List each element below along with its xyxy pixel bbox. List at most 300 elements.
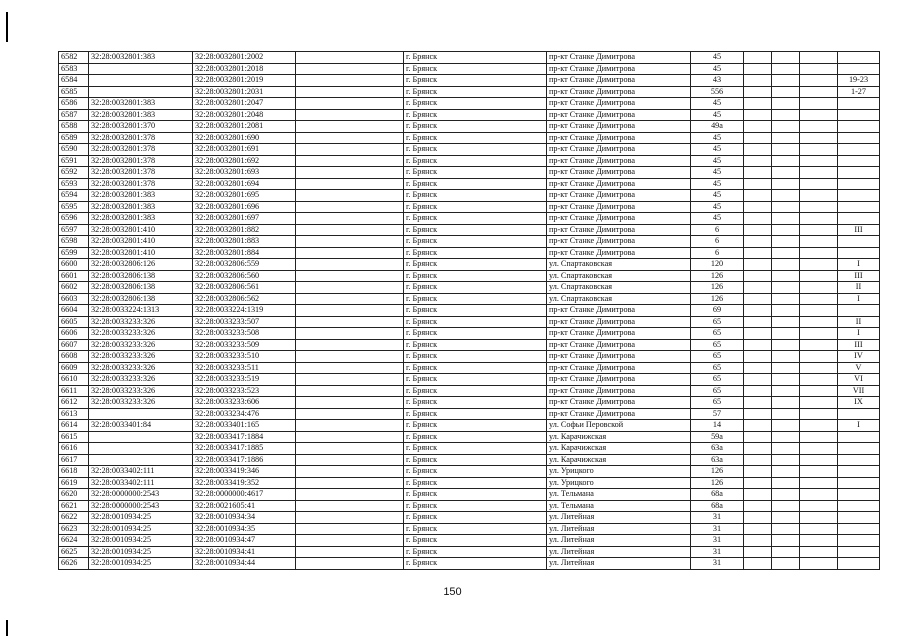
table-cell bbox=[296, 466, 404, 478]
table-cell bbox=[296, 397, 404, 409]
table-row bbox=[59, 167, 880, 179]
table-cell bbox=[838, 236, 880, 248]
table-cell bbox=[744, 535, 772, 547]
table-cell bbox=[800, 63, 838, 75]
table-cell: 6600 bbox=[59, 259, 89, 271]
table-cell: 6594 bbox=[59, 190, 89, 202]
table-cell: г. Брянск bbox=[404, 247, 547, 259]
table-cell: VI bbox=[838, 374, 880, 386]
table-cell bbox=[772, 385, 800, 397]
table-cell bbox=[800, 282, 838, 294]
table-cell: 6625 bbox=[59, 546, 89, 558]
table-cell bbox=[800, 293, 838, 305]
table-cell: 6587 bbox=[59, 109, 89, 121]
table-cell: ул. Софьи Перовской bbox=[547, 420, 691, 432]
table-cell: г. Брянск bbox=[404, 98, 547, 110]
table-cell: 32:28:0033401:165 bbox=[193, 420, 296, 432]
table-cell: пр-кт Станке Димитрова bbox=[547, 109, 691, 121]
table-row bbox=[59, 328, 880, 340]
table-cell: 32:28:0010934:25 bbox=[89, 512, 193, 524]
table-cell: ул. Литейная bbox=[547, 558, 691, 570]
table-cell: 126 bbox=[691, 282, 744, 294]
table-cell: 32:28:0033417:1886 bbox=[193, 454, 296, 466]
table-row bbox=[59, 316, 880, 328]
table-cell: 6620 bbox=[59, 489, 89, 501]
table-row bbox=[59, 512, 880, 524]
table-cell: I bbox=[838, 293, 880, 305]
table-cell bbox=[838, 305, 880, 317]
table-row bbox=[59, 500, 880, 512]
table-cell: 32:28:0010934:25 bbox=[89, 558, 193, 570]
table-cell: 32:28:0032801:378 bbox=[89, 155, 193, 167]
table-cell: 126 bbox=[691, 270, 744, 282]
table-cell bbox=[296, 270, 404, 282]
table-cell: г. Брянск bbox=[404, 454, 547, 466]
table-cell: 32:28:0010934:34 bbox=[193, 512, 296, 524]
table-row bbox=[59, 213, 880, 225]
table-cell: г. Брянск bbox=[404, 144, 547, 156]
table-cell bbox=[772, 351, 800, 363]
table-row bbox=[59, 155, 880, 167]
table-cell: 6595 bbox=[59, 201, 89, 213]
table-cell bbox=[772, 155, 800, 167]
table-cell: 45 bbox=[691, 63, 744, 75]
table-cell: 6584 bbox=[59, 75, 89, 87]
table-cell: 6599 bbox=[59, 247, 89, 259]
table-cell: пр-кт Станке Димитрова bbox=[547, 408, 691, 420]
table-cell: г. Брянск bbox=[404, 339, 547, 351]
table-cell bbox=[838, 247, 880, 259]
table-cell bbox=[744, 132, 772, 144]
table-cell: 32:28:0032801:378 bbox=[89, 167, 193, 179]
table-cell: 65 bbox=[691, 328, 744, 340]
table-cell: 6616 bbox=[59, 443, 89, 455]
table-cell bbox=[800, 213, 838, 225]
table-cell bbox=[296, 523, 404, 535]
table-cell: 45 bbox=[691, 109, 744, 121]
table-cell: 32:28:0032801:2019 bbox=[193, 75, 296, 87]
table-cell bbox=[296, 293, 404, 305]
table-row bbox=[59, 190, 880, 202]
table-row bbox=[59, 109, 880, 121]
table-cell bbox=[89, 86, 193, 98]
table-cell bbox=[838, 167, 880, 179]
table-cell: 6606 bbox=[59, 328, 89, 340]
table-cell bbox=[296, 443, 404, 455]
table-cell: г. Брянск bbox=[404, 351, 547, 363]
table-cell bbox=[838, 190, 880, 202]
table-cell bbox=[800, 98, 838, 110]
table-row bbox=[59, 558, 880, 570]
table-cell: г. Брянск bbox=[404, 132, 547, 144]
table-cell: 32:28:0033233:523 bbox=[193, 385, 296, 397]
table-cell: 32:28:0033401:84 bbox=[89, 420, 193, 432]
table-cell: ул. Литейная bbox=[547, 546, 691, 558]
table-cell: 32:28:0033233:326 bbox=[89, 362, 193, 374]
table-cell: г. Брянск bbox=[404, 408, 547, 420]
table-cell: 31 bbox=[691, 546, 744, 558]
table-cell bbox=[772, 408, 800, 420]
table-cell bbox=[744, 52, 772, 64]
table-cell: 63а bbox=[691, 454, 744, 466]
table-cell bbox=[296, 224, 404, 236]
table-cell: пр-кт Станке Димитрова bbox=[547, 385, 691, 397]
table-cell: 32:28:0010934:25 bbox=[89, 546, 193, 558]
table-cell: 32:28:0033233:326 bbox=[89, 339, 193, 351]
table-cell: пр-кт Станке Димитрова bbox=[547, 236, 691, 248]
table-cell: ул. Литейная bbox=[547, 535, 691, 547]
table-cell bbox=[296, 213, 404, 225]
table-cell: г. Брянск bbox=[404, 75, 547, 87]
table-cell: 6598 bbox=[59, 236, 89, 248]
table-row bbox=[59, 52, 880, 64]
table-cell: 32:28:0032801:383 bbox=[89, 109, 193, 121]
table-row bbox=[59, 408, 880, 420]
table-cell: 65 bbox=[691, 385, 744, 397]
table-cell bbox=[838, 109, 880, 121]
table-cell: 45 bbox=[691, 98, 744, 110]
table-cell: г. Брянск bbox=[404, 63, 547, 75]
table-cell: г. Брянск bbox=[404, 535, 547, 547]
scan-edge-mark-top bbox=[6, 12, 8, 42]
table-cell: 32:28:0033402:111 bbox=[89, 466, 193, 478]
table-cell bbox=[744, 454, 772, 466]
table-cell: 6593 bbox=[59, 178, 89, 190]
table-cell: пр-кт Станке Димитрова bbox=[547, 132, 691, 144]
table-cell: г. Брянск bbox=[404, 374, 547, 386]
table-cell: 6618 bbox=[59, 466, 89, 478]
table-cell bbox=[89, 431, 193, 443]
table-cell bbox=[772, 121, 800, 133]
table-cell: 126 bbox=[691, 293, 744, 305]
table-cell bbox=[772, 144, 800, 156]
table-cell: пр-кт Станке Димитрова bbox=[547, 86, 691, 98]
table-cell: 6621 bbox=[59, 500, 89, 512]
table-cell: 45 bbox=[691, 178, 744, 190]
table-cell: пр-кт Станке Димитрова bbox=[547, 98, 691, 110]
table-cell: г. Брянск bbox=[404, 190, 547, 202]
table-cell bbox=[838, 454, 880, 466]
table-cell bbox=[744, 420, 772, 432]
table-cell: 32:28:0032806:138 bbox=[89, 293, 193, 305]
table-cell: 45 bbox=[691, 213, 744, 225]
table-cell: 32:28:0032801:378 bbox=[89, 132, 193, 144]
table-cell bbox=[800, 109, 838, 121]
table-cell bbox=[89, 408, 193, 420]
table-cell: II bbox=[838, 282, 880, 294]
table-cell bbox=[800, 420, 838, 432]
table-cell: 6588 bbox=[59, 121, 89, 133]
table-cell bbox=[772, 190, 800, 202]
table-cell bbox=[296, 431, 404, 443]
table-row bbox=[59, 535, 880, 547]
table-cell bbox=[772, 374, 800, 386]
table-cell bbox=[744, 155, 772, 167]
table-cell bbox=[800, 52, 838, 64]
table-cell: 45 bbox=[691, 167, 744, 179]
table-cell bbox=[772, 443, 800, 455]
table-cell: г. Брянск bbox=[404, 385, 547, 397]
table-cell: 49а bbox=[691, 121, 744, 133]
table-cell bbox=[772, 167, 800, 179]
table-cell: 32:28:0010934:41 bbox=[193, 546, 296, 558]
table-cell bbox=[800, 500, 838, 512]
table-cell bbox=[744, 178, 772, 190]
table-cell: 6 bbox=[691, 247, 744, 259]
table-cell bbox=[838, 535, 880, 547]
table-cell bbox=[800, 247, 838, 259]
table-cell: IV bbox=[838, 351, 880, 363]
table-cell bbox=[744, 293, 772, 305]
table-cell: ул. Карачижская bbox=[547, 443, 691, 455]
table-cell: 6607 bbox=[59, 339, 89, 351]
table-cell: III bbox=[838, 224, 880, 236]
registry-table bbox=[58, 51, 880, 570]
table-cell bbox=[296, 63, 404, 75]
table-cell bbox=[772, 397, 800, 409]
table-cell bbox=[744, 305, 772, 317]
table-cell bbox=[296, 535, 404, 547]
table-cell bbox=[744, 213, 772, 225]
table-cell: 32:28:0033233:507 bbox=[193, 316, 296, 328]
table-cell bbox=[800, 132, 838, 144]
table-row bbox=[59, 247, 880, 259]
table-cell bbox=[772, 523, 800, 535]
table-cell bbox=[296, 201, 404, 213]
table-cell: IX bbox=[838, 397, 880, 409]
table-cell: 6589 bbox=[59, 132, 89, 144]
table-cell bbox=[838, 546, 880, 558]
table-row bbox=[59, 121, 880, 133]
table-cell: 32:28:0033233:326 bbox=[89, 385, 193, 397]
table-cell: 59а bbox=[691, 431, 744, 443]
table-row bbox=[59, 523, 880, 535]
table-cell bbox=[800, 397, 838, 409]
table-cell: 32:28:0032806:562 bbox=[193, 293, 296, 305]
table-cell bbox=[800, 523, 838, 535]
table-cell: г. Брянск bbox=[404, 500, 547, 512]
table-cell: 32:28:0033224:1319 bbox=[193, 305, 296, 317]
table-cell: 32:28:0032806:126 bbox=[89, 259, 193, 271]
table-cell: ул. Спартаковская bbox=[547, 282, 691, 294]
table-cell: 45 bbox=[691, 201, 744, 213]
table-cell: пр-кт Станке Димитрова bbox=[547, 247, 691, 259]
table-cell: пр-кт Станке Димитрова bbox=[547, 339, 691, 351]
table-cell bbox=[744, 75, 772, 87]
table-cell: пр-кт Станке Димитрова bbox=[547, 144, 691, 156]
table-cell: 32:28:0032806:138 bbox=[89, 270, 193, 282]
table-cell bbox=[744, 282, 772, 294]
table-cell: 65 bbox=[691, 351, 744, 363]
table-cell: 6614 bbox=[59, 420, 89, 432]
table-cell: 32:28:0032801:691 bbox=[193, 144, 296, 156]
table-row bbox=[59, 477, 880, 489]
table-row bbox=[59, 282, 880, 294]
table-cell: пр-кт Станке Димитрова bbox=[547, 167, 691, 179]
table-cell: 32:28:0010934:44 bbox=[193, 558, 296, 570]
table-cell: 32:28:0032801:410 bbox=[89, 236, 193, 248]
table-cell bbox=[744, 546, 772, 558]
scan-edge-mark-bottom bbox=[6, 620, 8, 636]
table-cell bbox=[772, 236, 800, 248]
table-row bbox=[59, 201, 880, 213]
table-cell: г. Брянск bbox=[404, 443, 547, 455]
table-cell bbox=[296, 328, 404, 340]
table-cell: 6610 bbox=[59, 374, 89, 386]
table-cell: г. Брянск bbox=[404, 305, 547, 317]
table-cell bbox=[772, 282, 800, 294]
table-cell: г. Брянск bbox=[404, 213, 547, 225]
table-row bbox=[59, 132, 880, 144]
table-cell: 32:28:0033417:1884 bbox=[193, 431, 296, 443]
table-cell: ул. Карачижская bbox=[547, 454, 691, 466]
table-cell: 45 bbox=[691, 132, 744, 144]
table-cell: 32:28:0033419:346 bbox=[193, 466, 296, 478]
table-cell bbox=[296, 167, 404, 179]
table-cell bbox=[296, 178, 404, 190]
table-cell bbox=[772, 454, 800, 466]
table-cell bbox=[744, 167, 772, 179]
table-cell: 6615 bbox=[59, 431, 89, 443]
table-cell: г. Брянск bbox=[404, 328, 547, 340]
table-cell: 45 bbox=[691, 190, 744, 202]
table-cell: 6592 bbox=[59, 167, 89, 179]
table-cell bbox=[838, 477, 880, 489]
table-cell bbox=[800, 546, 838, 558]
table-row bbox=[59, 351, 880, 363]
table-cell bbox=[296, 558, 404, 570]
table-cell: 31 bbox=[691, 523, 744, 535]
table-cell: 32:28:0032801:383 bbox=[89, 201, 193, 213]
table-cell: г. Брянск bbox=[404, 293, 547, 305]
table-cell bbox=[800, 466, 838, 478]
table-cell: 32:28:0032806:138 bbox=[89, 282, 193, 294]
table-cell bbox=[744, 385, 772, 397]
table-cell: 32:28:0032806:559 bbox=[193, 259, 296, 271]
table-cell bbox=[89, 454, 193, 466]
table-cell bbox=[772, 466, 800, 478]
table-cell: 32:28:0010934:47 bbox=[193, 535, 296, 547]
table-cell: пр-кт Станке Димитрова bbox=[547, 63, 691, 75]
table-cell: 32:28:0032801:2002 bbox=[193, 52, 296, 64]
table-cell: 556 bbox=[691, 86, 744, 98]
table-cell: 32:28:0032801:383 bbox=[89, 213, 193, 225]
table-cell: пр-кт Станке Димитрова bbox=[547, 224, 691, 236]
table-cell: 32:28:0032801:370 bbox=[89, 121, 193, 133]
table-cell: 32:28:0033233:326 bbox=[89, 374, 193, 386]
table-cell bbox=[744, 558, 772, 570]
table-cell: 14 bbox=[691, 420, 744, 432]
table-cell bbox=[744, 328, 772, 340]
table-cell bbox=[296, 121, 404, 133]
table-cell: 32:28:0033402:111 bbox=[89, 477, 193, 489]
table-cell: г. Брянск bbox=[404, 397, 547, 409]
table-cell bbox=[744, 121, 772, 133]
table-cell: 32:28:0032801:883 bbox=[193, 236, 296, 248]
table-cell bbox=[744, 316, 772, 328]
table-cell bbox=[800, 454, 838, 466]
table-row bbox=[59, 63, 880, 75]
table-cell bbox=[838, 144, 880, 156]
table-row bbox=[59, 224, 880, 236]
table-cell bbox=[296, 282, 404, 294]
table-cell bbox=[800, 144, 838, 156]
table-cell: VII bbox=[838, 385, 880, 397]
table-row bbox=[59, 259, 880, 271]
table-cell: 32:28:0032801:693 bbox=[193, 167, 296, 179]
table-cell bbox=[772, 52, 800, 64]
table-row bbox=[59, 466, 880, 478]
table-cell: 32:28:0032801:696 bbox=[193, 201, 296, 213]
table-cell bbox=[772, 201, 800, 213]
table-cell: 32:28:0033233:326 bbox=[89, 397, 193, 409]
table-cell: 6585 bbox=[59, 86, 89, 98]
table-cell bbox=[296, 190, 404, 202]
table-cell: пр-кт Станке Димитрова bbox=[547, 190, 691, 202]
table-cell bbox=[838, 178, 880, 190]
table-cell: 32:28:0033233:326 bbox=[89, 351, 193, 363]
table-row bbox=[59, 443, 880, 455]
table-cell bbox=[89, 75, 193, 87]
table-cell bbox=[838, 489, 880, 501]
table-cell bbox=[838, 558, 880, 570]
table-cell: г. Брянск bbox=[404, 109, 547, 121]
table-cell bbox=[744, 236, 772, 248]
table-cell: 32:28:0032801:694 bbox=[193, 178, 296, 190]
table-cell: 32:28:0033233:519 bbox=[193, 374, 296, 386]
table-cell: 6612 bbox=[59, 397, 89, 409]
table-cell bbox=[772, 259, 800, 271]
table-cell bbox=[296, 247, 404, 259]
table-row bbox=[59, 236, 880, 248]
table-cell: 6604 bbox=[59, 305, 89, 317]
table-cell bbox=[800, 201, 838, 213]
table-cell: ул. Урицкого bbox=[547, 477, 691, 489]
table-row bbox=[59, 178, 880, 190]
table-cell: 32:28:0032806:561 bbox=[193, 282, 296, 294]
table-cell: 45 bbox=[691, 144, 744, 156]
table-cell: 32:28:0032801:695 bbox=[193, 190, 296, 202]
table-cell: 63а bbox=[691, 443, 744, 455]
table-cell: 32:28:0032801:2081 bbox=[193, 121, 296, 133]
table-cell: 6 bbox=[691, 236, 744, 248]
table-cell bbox=[296, 362, 404, 374]
table-cell bbox=[772, 546, 800, 558]
table-cell bbox=[744, 477, 772, 489]
table-row bbox=[59, 397, 880, 409]
table-cell: II bbox=[838, 316, 880, 328]
table-cell bbox=[772, 75, 800, 87]
table-cell: 6601 bbox=[59, 270, 89, 282]
table-cell: г. Брянск bbox=[404, 155, 547, 167]
table-cell: 6 bbox=[691, 224, 744, 236]
table-cell bbox=[744, 500, 772, 512]
table-cell bbox=[744, 431, 772, 443]
table-cell: 32:28:0000000:2543 bbox=[89, 489, 193, 501]
table-cell bbox=[744, 443, 772, 455]
table-cell bbox=[772, 132, 800, 144]
table-cell: пр-кт Станке Димитрова bbox=[547, 305, 691, 317]
table-cell bbox=[744, 63, 772, 75]
table-cell bbox=[838, 63, 880, 75]
table-cell bbox=[838, 201, 880, 213]
table-cell bbox=[800, 351, 838, 363]
table-cell bbox=[772, 213, 800, 225]
table-cell: I bbox=[838, 328, 880, 340]
table-cell: 32:28:0032801:882 bbox=[193, 224, 296, 236]
table-cell bbox=[772, 328, 800, 340]
table-cell bbox=[800, 236, 838, 248]
